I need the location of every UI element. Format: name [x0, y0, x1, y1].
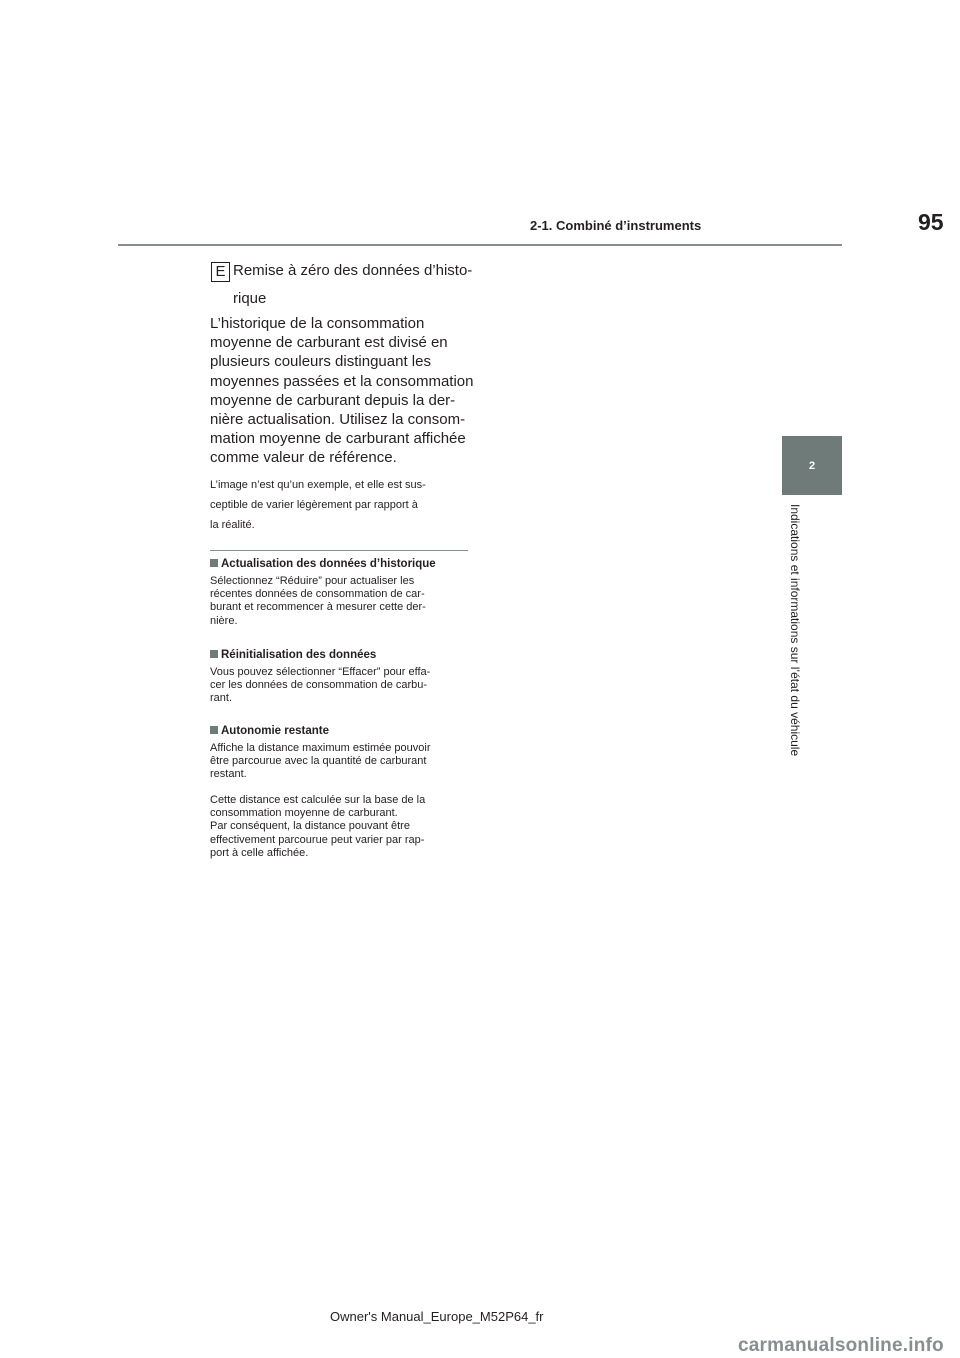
- note-heading-data-reset: [210, 648, 376, 662]
- note-body-line: effectivement parcourue peut varier par rap-: [210, 833, 425, 846]
- chapter-number: 2: [808, 459, 816, 472]
- note-body-line: restant.: [210, 768, 247, 781]
- note-line: L’image n’est qu’un exemple, et elle est sus-: [210, 479, 426, 491]
- body-line: plusieurs couleurs distinguant les: [210, 353, 431, 371]
- manual-id-footer: Owner's Manual_Europe_M52P64_fr: [330, 1309, 544, 1324]
- note-body-line: Vous pouvez sélectionner “Effacer” pour effa-: [210, 666, 431, 678]
- note-heading-text: Réinitialisation des données: [221, 649, 377, 661]
- note-body-line: Affiche la distance maximum estimée pouvoir: [210, 742, 431, 754]
- body-line: nière actualisation. Utilisez la consom-: [210, 411, 466, 429]
- note-body-line: rant.: [210, 692, 233, 705]
- note-line: la réalité.: [210, 519, 255, 531]
- section-e-heading-line2: rique: [233, 290, 267, 307]
- square-bullet-icon: [210, 650, 218, 658]
- body-line: L’historique de la consommation: [210, 315, 425, 332]
- note-body-line: consommation moyenne de carburant.: [210, 807, 398, 820]
- note-body-line: Par conséquent, la distance pouvant être: [210, 820, 410, 833]
- section-badge-e: E: [211, 262, 230, 282]
- note-body-range-extra: [210, 794, 472, 860]
- page-number: 95: [918, 209, 944, 235]
- section-title: 2-1. Combiné d’instruments: [530, 218, 702, 233]
- body-line: comme valeur de référence.: [210, 449, 397, 467]
- note-body-range: [210, 742, 472, 782]
- note-body-line: récentes données de consommation de car-: [210, 588, 425, 601]
- note-body-line: Cette distance est calculée sur la base de la: [210, 794, 426, 806]
- note-heading-range: [210, 724, 329, 738]
- section-e-note: [210, 475, 510, 535]
- note-body-line: burant et recommencer à mesurer cette der-: [210, 601, 426, 614]
- body-line: moyenne de carburant est divisé en: [210, 334, 448, 352]
- notes-divider: [210, 550, 468, 551]
- body-line: mation moyenne de carburant affichée: [210, 430, 466, 448]
- note-body-history-update: [210, 575, 472, 628]
- section-e-body: [210, 314, 510, 468]
- note-body-line: port à celle affichée.: [210, 846, 309, 859]
- note-body-line: cer les données de consommation de carbu-: [210, 679, 428, 692]
- note-body-line: Sélectionnez “Réduire” pour actualiser les: [210, 575, 415, 587]
- chapter-title: Indications et informations sur l’état du véhicule: [788, 504, 802, 757]
- note-body-data-reset: [210, 666, 472, 706]
- note-heading-text: Autonomie restante: [221, 725, 329, 737]
- note-heading-text: Actualisation des données d’historique: [221, 558, 436, 570]
- note-body-line: être parcourue avec la quantité de carburant: [210, 755, 427, 768]
- note-body-line: nière.: [210, 614, 238, 627]
- watermark: carmanualsonline.info: [738, 1335, 944, 1356]
- chapter-title-vertical: [786, 504, 804, 794]
- chapter-tab: [782, 436, 842, 495]
- header-divider: [118, 244, 842, 246]
- section-e-heading-line1: Remise à zéro des données d’histo-: [233, 262, 473, 279]
- note-heading-history-update: [210, 557, 436, 571]
- body-line: moyenne de carburant depuis la der-: [210, 391, 456, 409]
- square-bullet-icon: [210, 726, 218, 734]
- square-bullet-icon: [210, 559, 218, 567]
- body-line: moyennes passées et la consommation: [210, 372, 474, 390]
- note-line: ceptible de varier légèrement par rapport à: [210, 499, 418, 511]
